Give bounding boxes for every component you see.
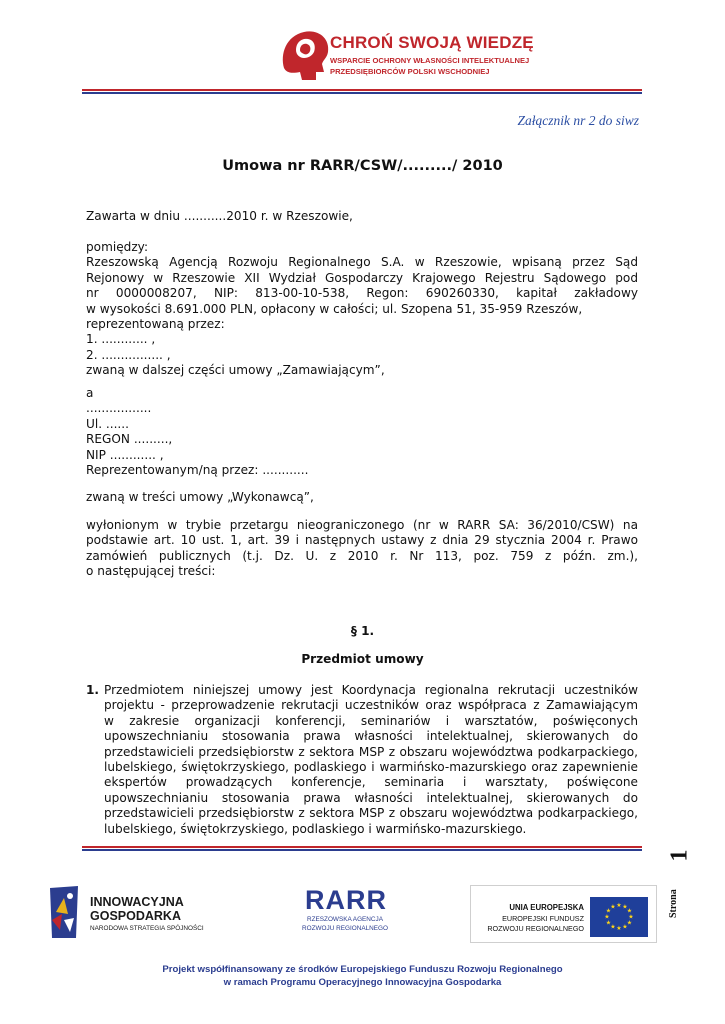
representative-1: 1. ............ , — [86, 332, 156, 347]
ue-line3: ROZWOJU REGIONALNEGO — [487, 924, 584, 933]
party2-called: zwaną w treści umowy „Wykonawcą”, — [86, 490, 314, 504]
svg-text:★: ★ — [626, 907, 633, 915]
svg-text:★: ★ — [610, 903, 616, 911]
header-rule — [82, 89, 642, 96]
ig-line2: GOSPODARKA — [90, 909, 181, 923]
item-line: Przedmiotem niniejszej umowy jest Koordynacja regionalna rekrutacji uczestników — [104, 683, 638, 697]
item-line: w zakresie organizacji konferencji, seminariów i warsztatów, poświęconych — [104, 713, 638, 728]
svg-text:★: ★ — [604, 913, 610, 921]
party2-nip: NIP ............ , — [86, 447, 164, 462]
svg-text:★: ★ — [622, 903, 628, 911]
annex-label: Załącznik nr 2 do siwz — [517, 113, 639, 128]
section-number: § 1. — [350, 624, 375, 638]
svg-text:★: ★ — [616, 925, 622, 932]
svg-text:★: ★ — [616, 902, 622, 909]
footer-note-2: w ramach Programu Operacyjnego Innowacyjna Gospodarka — [223, 977, 502, 988]
item-number: 1. — [86, 683, 100, 697]
selection-line: podstawie art. 10 ust. 1, art. 39 i następnych ustawy z dnia 29 stycznia 2004 r. Prawo — [86, 533, 638, 548]
party2-street: Ul. ...... — [86, 416, 129, 431]
logo-title: CHROŃ SWOJĄ WIEDZĘ — [330, 33, 534, 52]
innowacyjna-gospodarka-emblem — [46, 884, 82, 940]
selection-block — [86, 518, 638, 580]
chron-swoja-wiedze-logo — [278, 28, 334, 86]
selection-line: wyłonionym w trybie przetargu nieograniczonego (nr w RARR SA: 36/2010/CSW) na — [86, 518, 638, 532]
party1-line: w wysokości 8.691.000 PLN, opłacony w całości; ul. Szopena 51, 35-959 Rzeszów, — [86, 301, 583, 316]
item-line: przedstawicieli przedsiębiorstw z sektora MSP z obszaru województwa podkarpackiego, — [104, 806, 638, 821]
svg-text:★: ★ — [610, 923, 616, 931]
ig-line1: INNOWACYJNA — [90, 895, 184, 909]
party2-regon: REGON ........., — [86, 432, 173, 447]
page-number — [666, 842, 696, 918]
ue-line2: EUROPEJSKI FUNDUSZ — [502, 914, 584, 923]
contract-title: Umowa nr RARR/CSW/........./ 2010 — [222, 158, 503, 174]
selection-line: zamówień publicznych (t.j. Dz. U. z 2010 r. Nr 113, poz. 759 z późn. zm.), — [86, 548, 638, 563]
represented-by: reprezentowaną przez: — [86, 317, 225, 332]
between-label: pomiędzy: — [86, 240, 149, 254]
item-line: przedstawicieli przedsiębiorstw z sektora MSP z obszaru województwa podkarpackiego, — [104, 744, 638, 759]
party1-line: nr 0000008207, NIP: 813-00-10-538, Regon: 690260330, kapitał zakładowy — [86, 286, 638, 301]
item-line: projektu - przeprowadzenie rekrutacji uczestników oraz współpraca z Zamawiającym — [104, 698, 638, 713]
page-label: Strona — [668, 889, 679, 918]
party2-block — [86, 386, 638, 478]
item-body — [104, 683, 638, 837]
svg-text:★: ★ — [626, 919, 633, 927]
svg-text:★: ★ — [628, 913, 634, 921]
ig-line3: NARODOWA STRATEGIA SPÓJNOŚCI — [90, 925, 204, 932]
svg-text:★: ★ — [605, 919, 612, 927]
item-line: upowszechnianiu stosowania prawa własności intelektualnej, skierowanych do — [104, 729, 638, 744]
item-line: ekspertów prowadzących konferencje, seminaria i warsztaty, poświęcone — [104, 775, 638, 790]
party1-line: Rejonowy w Rzeszowie XII Wydział Gospodarczy Krajowego Rejestru Sądowego pod — [86, 270, 638, 285]
footer-note-1: Projekt współfinansowany ze środków Europejskiego Funduszu Rozwoju Regionalnego — [162, 964, 563, 975]
party1-line: Rzeszowską Agencją Rozwoju Regionalnego S.A. w Rzeszowie, wpisaną przez Sąd — [86, 255, 638, 270]
party2-represented: Reprezentowanym/ną przez: ............ — [86, 463, 309, 478]
party1-called: zwaną w dalszej części umowy „Zamawiającym”, — [86, 363, 385, 378]
party2-name: ................. — [86, 401, 152, 416]
selection-line: o następującej treści: — [86, 564, 216, 579]
concluded-line: Zawarta w dniu ...........2010 r. w Rzeszowie, — [86, 209, 353, 223]
rarr-line2: ROZWOJU REGIONALNEGO — [302, 925, 388, 932]
logo-subtitle-2: PRZEDSIĘBIORCÓW POLSKI WSCHODNIEJ — [330, 67, 490, 76]
logo-subtitle-1: WSPARCIE OCHRONY WŁASNOŚCI INTELEKTUALNEJ — [330, 56, 530, 65]
svg-text:★: ★ — [622, 923, 628, 931]
item-line: lubelskiego, świętokrzyskiego, podlaskiego i warmińsko-mazurskiego. — [104, 821, 527, 836]
page-number-value: 1 — [666, 849, 693, 862]
ue-line1: UNIA EUROPEJSKA — [509, 903, 584, 912]
and-label: a — [86, 386, 94, 400]
party1-block — [86, 240, 638, 379]
eu-flag-icon — [590, 897, 648, 937]
representative-2: 2. ................ , — [86, 347, 171, 362]
footer-rule — [82, 846, 642, 853]
rarr-line1: RZESZOWSKA AGENCJA — [307, 916, 383, 923]
item-line: upowszechnianiu stosowania prawa własności intelektualnej, skierowanych do — [104, 790, 638, 805]
item-line: lubelskiego, świętokrzyskiego, podlaskiego i warmińsko-mazurskiego oraz zapewnienie — [104, 760, 638, 775]
svg-text:★: ★ — [605, 907, 612, 915]
rarr-logo: RARR — [305, 885, 387, 915]
section-heading: Przedmiot umowy — [301, 652, 424, 666]
